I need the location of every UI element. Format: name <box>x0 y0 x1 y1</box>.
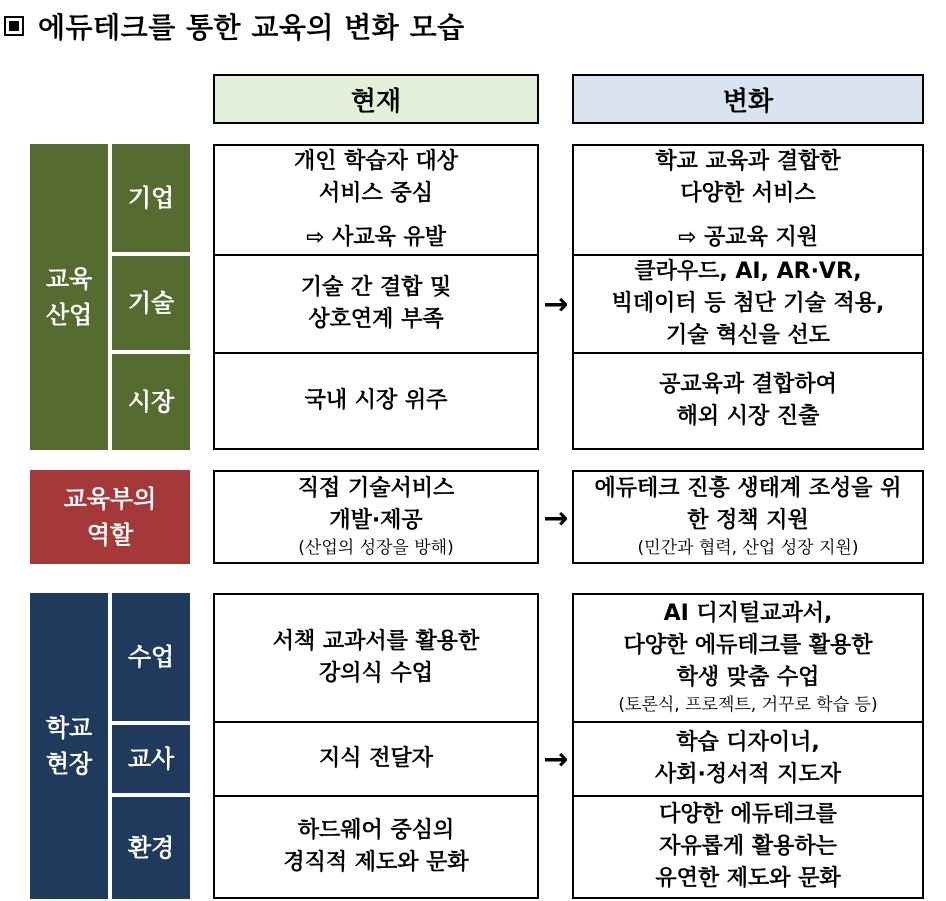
text-line: 지식 전달자 <box>319 746 433 772</box>
school-environment-current <box>213 795 539 899</box>
text-line: 학습 디자이너, <box>676 730 820 756</box>
text-line: 서비스 중심 <box>319 180 433 206</box>
text-line: 공교육과 결합하여 <box>659 372 837 398</box>
arrow-right-icon: → <box>543 286 569 322</box>
text-line: 기술 혁신을 선도 <box>665 322 831 348</box>
text-line: 개발·제공 <box>329 508 423 534</box>
subcategory-technology: 기술 <box>112 256 190 350</box>
text-line: AI 디지털교과서, <box>663 601 833 627</box>
note-text: (토론식, 프로젝트, 거꾸로 학습 등) <box>618 694 878 715</box>
subcategory-market: 시장 <box>112 354 190 450</box>
text-line: 다양한 에듀테크를 활용한 <box>623 633 873 659</box>
text-line: 자유롭게 활용하는 <box>659 834 837 860</box>
ministry-current <box>213 470 539 564</box>
text-line: 경직적 제도와 문화 <box>283 850 469 875</box>
note-text: (민간과 협력, 산업 성장 지원) <box>637 537 859 558</box>
subcategory-teacher: 교사 <box>112 725 190 793</box>
text-line: 직접 기술서비스 <box>297 476 455 502</box>
school-teacher-current <box>213 721 539 797</box>
subcategory-environment: 환경 <box>112 797 190 899</box>
category-school: 학교 현장 <box>30 593 108 899</box>
subcategory-company: 기업 <box>112 144 190 252</box>
text-line: 사회·정서적 지도자 <box>654 762 842 787</box>
arrow-right-icon: → <box>543 741 569 777</box>
school-class-change <box>572 593 924 723</box>
industry-market-current <box>213 352 539 450</box>
text-line: 상호연계 부족 <box>308 307 444 332</box>
page-title-text: 에듀테크를 통한 교육의 변화 모습 <box>38 11 465 44</box>
text-line: 에듀테크 진흥 생태계 조성을 위 <box>594 476 902 502</box>
text-line: 유연한 제도와 문화 <box>655 865 841 891</box>
industry-technology-change <box>572 254 924 354</box>
industry-company-current <box>213 144 539 256</box>
text-line: 클라우드, AI, AR·VR, <box>634 259 862 285</box>
school-class-current <box>213 593 539 723</box>
industry-company-change <box>572 144 924 256</box>
text-line: 서책 교과서를 활용한 <box>272 629 480 655</box>
text-line: 다양한 에듀테크를 <box>659 802 837 828</box>
text-line: 강의식 수업 <box>319 661 433 686</box>
category-industry: 교육 산업 <box>30 144 108 450</box>
text-line: 국내 시장 위주 <box>304 388 448 414</box>
text-line: 해외 시장 진출 <box>676 404 820 429</box>
text-line: 학교 교육과 결합한 <box>655 149 841 174</box>
header-change: 변화 <box>572 74 924 124</box>
note-text: (산업의 성장을 방해) <box>298 537 454 558</box>
school-teacher-change <box>572 721 924 797</box>
category-ministry-role: 교육부의 역할 <box>30 470 190 564</box>
square-bullet-icon <box>4 16 24 36</box>
text-line: 하드웨어 중심의 <box>297 818 455 844</box>
page-title <box>4 6 465 46</box>
arrow-right-icon: → <box>543 500 569 536</box>
text-line: ⇨ 사교육 유발 <box>305 225 446 251</box>
ministry-change <box>572 470 924 564</box>
subcategory-class: 수업 <box>112 593 190 721</box>
text-line: 기술 간 결합 및 <box>300 275 452 301</box>
text-line: 개인 학습자 대상 <box>293 149 459 174</box>
text-line: ⇨ 공교육 지원 <box>677 225 818 251</box>
text-line: 학생 맞춤 수업 <box>676 665 820 691</box>
school-environment-change <box>572 795 924 899</box>
industry-market-change <box>572 352 924 450</box>
text-line: 다양한 서비스 <box>680 180 816 206</box>
text-line: 한 정책 지원 <box>687 508 809 534</box>
industry-technology-current <box>213 254 539 354</box>
text-line: 빅데이터 등 첨단 기술 적용, <box>611 291 885 317</box>
header-current: 현재 <box>213 74 539 124</box>
